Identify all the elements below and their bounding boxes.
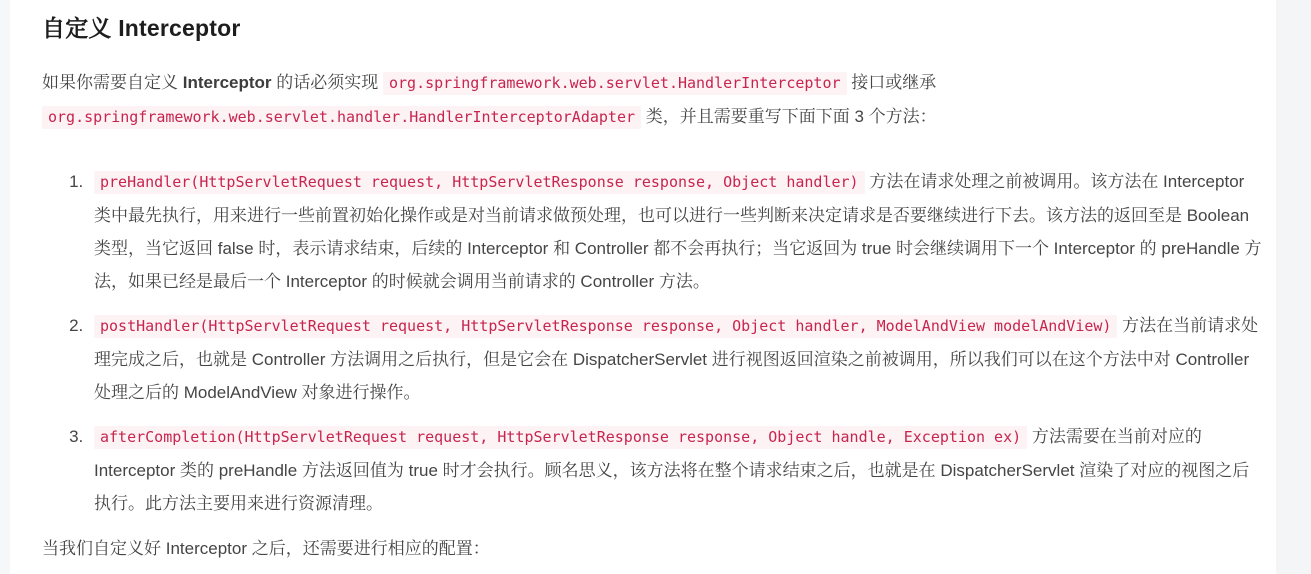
method-list-item-3 — [88, 420, 1262, 520]
method-list-item-2 — [88, 309, 1262, 409]
text-run: 方法需要在当前对应的 Interceptor 类的 preHandle 方法返回值为 true 时才会执行。顾名思义，该方法将在整个请求结束之后，也就是在 DispatcherServlet 渲染了对应的视图之后执行。此方法主要用来进行资源清理。 — [94, 427, 1250, 513]
text-run: 类，并且需要重写下面下面 3 个方法： — [641, 107, 937, 126]
method-list-item-1 — [88, 165, 1262, 298]
inline-code: postHandler(HttpServletRequest request, HttpServletResponse response, Object handler, ModelAndView modelAndView) — [94, 315, 1117, 338]
bold-text: Interceptor — [182, 73, 272, 92]
text-run: 方法在当前请求处理完成之后，也就是 Controller 方法调用之后执行，但是它会在 DispatcherServlet 进行视图返回渲染之前被调用，所以我们可以在这个方法中对 Controller 处理之后的 ModelAndView 对象进行操作。 — [94, 316, 1259, 402]
right-gutter — [1276, 0, 1311, 574]
inline-code: org.springframework.web.servlet.HandlerInterceptor — [383, 72, 847, 95]
article-content — [10, 0, 1276, 574]
left-gutter — [0, 0, 10, 574]
inline-code: preHandler(HttpServletRequest request, HttpServletResponse response, Object handler) — [94, 171, 865, 194]
inline-code: org.springframework.web.servlet.handler.HandlerInterceptorAdapter — [42, 106, 641, 129]
page-title: 自定义 Interceptor — [42, 15, 241, 41]
inline-code: afterCompletion(HttpServletRequest request, HttpServletResponse response, Object handle, Exception ex) — [94, 426, 1027, 449]
text-run: 当我们自定义好 Interceptor 之后，还需要进行相应的配置： — [42, 539, 490, 558]
text-run: 如果你需要自定义 — [42, 73, 183, 92]
intro-paragraph — [42, 66, 1262, 134]
text-run: 的话必须实现 — [271, 73, 383, 92]
methods-list — [42, 165, 1262, 520]
clipped-bottom-paragraph — [42, 532, 1262, 565]
text-run: 接口或继承 — [846, 73, 937, 92]
text-run: 方法在请求处理之前被调用。该方法在 Interceptor 类中最先执行，用来进行一些前置初始化操作或是对当前请求做预处理，也可以进行一些判断来决定请求是否要继续进行下去。该方法的返回至是 Boolean 类型，当它返回 false 时，表示请求结束，后续的 Interceptor 和 Controller 都不会再执行；当它返回为 true 时会继续调用下一个 Interceptor 的 preHandle 方法，如果已经是最后一个 Interceptor 的时候就会调用当前请求的 Controller 方法。 — [94, 172, 1262, 291]
